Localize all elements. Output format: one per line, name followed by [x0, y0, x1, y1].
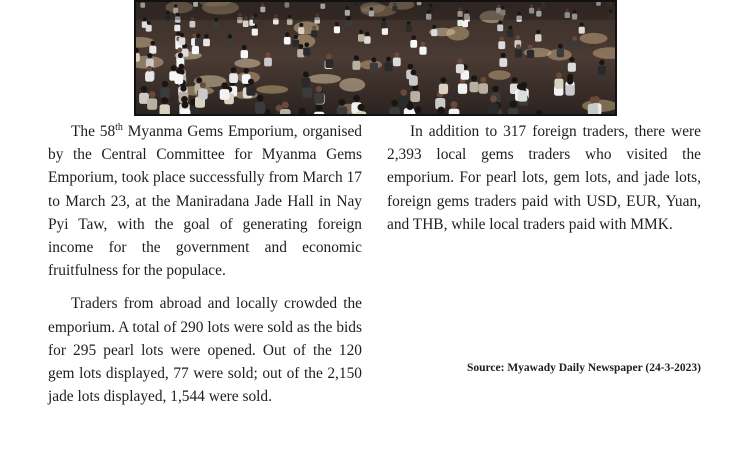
right-paragraph-1: In addition to 317 foreign traders, there were 2,393 local gems traders who visited the emporium. For pearl lots, gem lots, and jade lots, foreign gems traders paid with USD, EUR, Yuan, and THB, while local traders paid with MMK. [387, 123, 701, 233]
left-paragraph-1-text: Myanma Gems Emporium, organised by the Central Committee for Myanma Gems Emporium, took place successfully from March 17 to March 23, at the Maniradana Jade Hall in Nay Pyi Taw, with the goal of generating foreign income for the government and economic fruitfulness for the populace. [48, 123, 362, 280]
source-credit: Source: Myawady Daily Newspaper (24-3-2023) [466, 362, 701, 374]
left-column [48, 120, 362, 408]
emporium-hall-photo [134, 0, 617, 116]
left-paragraph-1: The 58th Myanma Gems Emporium, organised by the Central Committee for Myanma Gems Emporium, took place successfully from March 17 to March 23, at the Maniradana Jade Hall in Nay Pyi Taw, with the goal of generating foreign income for the government and economic fruitfulness for the populace. [48, 122, 362, 280]
right-column [387, 120, 701, 236]
left-paragraph-2: Traders from abroad and locally crowded the emporium. A total of 290 lots were sold as the bids for 295 pearl lots were opened. Out of the 120 gem lots displayed, 77 were sold; out of the 2,150 jade lots displayed, 1,544 were sold. [48, 295, 362, 406]
